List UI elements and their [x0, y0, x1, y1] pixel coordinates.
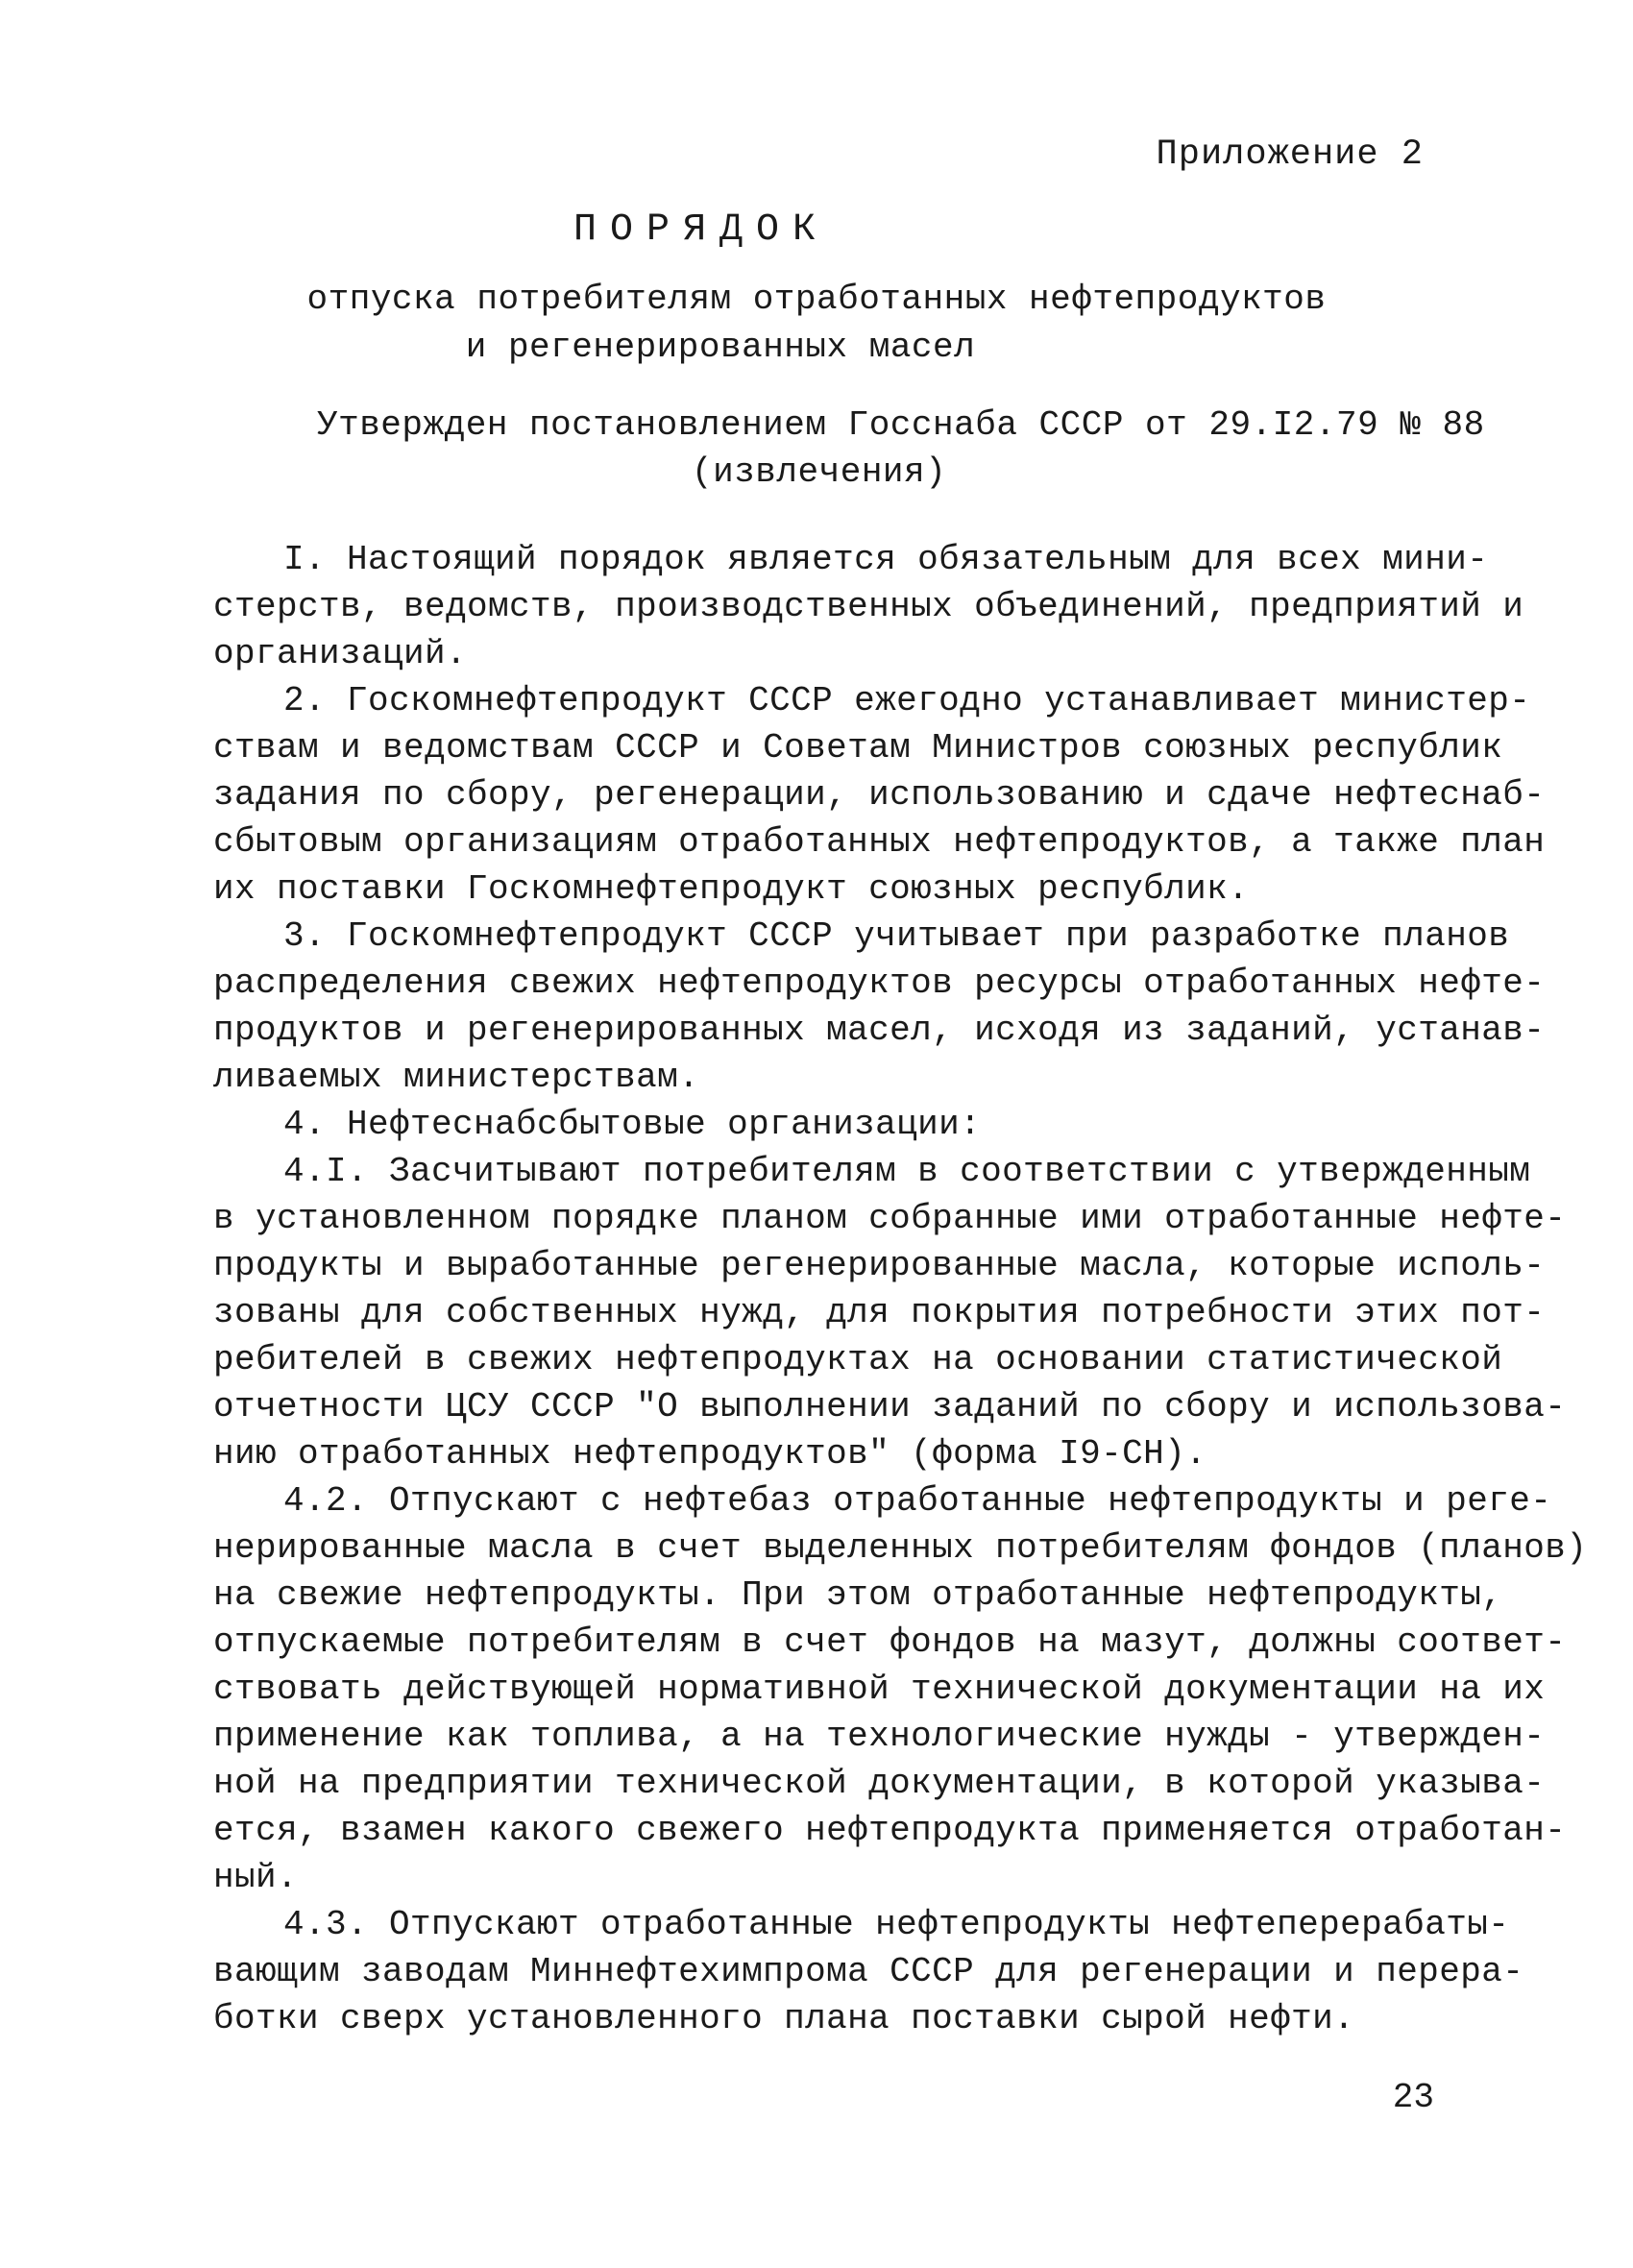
body-line: ботки сверх установленного плана поставки сырой нефти. — [213, 1999, 1355, 2038]
body-line: распределения свежих нефтепродуктов ресурсы отработанных нефте- — [213, 963, 1546, 1003]
body-line: продуктов и регенерированных масел, исходя из заданий, устанав- — [213, 1011, 1546, 1050]
body-line: ребителей в свежих нефтепродуктах на основании статистической — [213, 1340, 1503, 1379]
approval-note: Утвержден постановлением Госснаба СССР от 29.I2.79 № 88 — [317, 405, 1485, 445]
page-number: 23 — [1392, 2078, 1434, 2117]
body-line: сбытовым организациям отработанных нефтепродуктов, а также план — [213, 822, 1546, 862]
body-line: нерированные масла в счет выделенных потребителям фондов (планов) — [213, 1528, 1588, 1568]
body-line: ствовать действующей нормативной технической документации на их — [213, 1670, 1546, 1709]
subtitle-line-2: и регенерированных масел — [465, 328, 976, 367]
body-line: 4.3. Отпускают отработанные нефтепродукты нефтеперерабаты- — [283, 1905, 1510, 1944]
body-line: стерств, ведомств, производственных объединений, предприятий и — [213, 587, 1524, 626]
body-line: I. Настоящий порядок является обязательным для всех мини- — [283, 540, 1489, 579]
body-line: ный. — [213, 1858, 299, 1897]
subtitle-line-1: отпуска потребителям отработанных нефтепродуктов — [306, 280, 1327, 319]
body-line: ной на предприятии технической документации, в которой указыва- — [213, 1764, 1546, 1803]
body-line: отчетности ЦСУ СССР "О выполнении заданий по сбору и использова- — [213, 1387, 1567, 1427]
body-line: в установленном порядке планом собранные ими отработанные нефте- — [213, 1199, 1567, 1238]
body-line: ствам и ведомствам СССР и Советам Министров союзных республик — [213, 728, 1503, 768]
body-line: применение как топлива, а на технологические нужды - утвержден- — [213, 1717, 1546, 1756]
body-line: продукты и выработанные регенерированные масла, которые исполь- — [213, 1246, 1546, 1285]
body-line: 4. Нефтеснабсбытовые организации: — [283, 1105, 982, 1144]
body-line: вающим заводам Миннефтехимпрома СССР для регенерации и перера- — [213, 1952, 1524, 1991]
body-line: отпускаемые потребителям в счет фондов на мазут, должны соответ- — [213, 1622, 1567, 1662]
body-line: организаций. — [213, 634, 468, 673]
body-line: на свежие нефтепродукты. При этом отработанные нефтепродукты, — [213, 1575, 1503, 1615]
body-line: зованы для собственных нужд, для покрытия потребности этих пот- — [213, 1293, 1546, 1332]
body-line: 2. Госкомнефтепродукт СССР ежегодно устанавливает министер- — [283, 681, 1531, 720]
body-line: 3. Госкомнефтепродукт СССР учитывает при разработке планов — [283, 916, 1510, 956]
document-title: ПОРЯДОК — [573, 208, 830, 252]
body-line: нию отработанных нефтепродуктов" (форма I9-СН). — [213, 1434, 1207, 1474]
appendix-label: Приложение 2 — [1156, 134, 1424, 175]
extract-note: (извлечения) — [692, 452, 947, 492]
body-line: 4.2. Отпускают с нефтебаз отработанные нефтепродукты и реге- — [283, 1481, 1552, 1521]
body-line: 4.I. Засчитывают потребителям в соответствии с утвержденным — [283, 1152, 1531, 1191]
body-line: ется, взамен какого свежего нефтепродукта применяется отработан- — [213, 1811, 1567, 1850]
body-line: их поставки Госкомнефтепродукт союзных республик. — [213, 869, 1250, 909]
body-line: задания по сбору, регенерации, использованию и сдаче нефтеснаб- — [213, 775, 1546, 815]
body-line: ливаемых министерствам. — [213, 1058, 700, 1097]
